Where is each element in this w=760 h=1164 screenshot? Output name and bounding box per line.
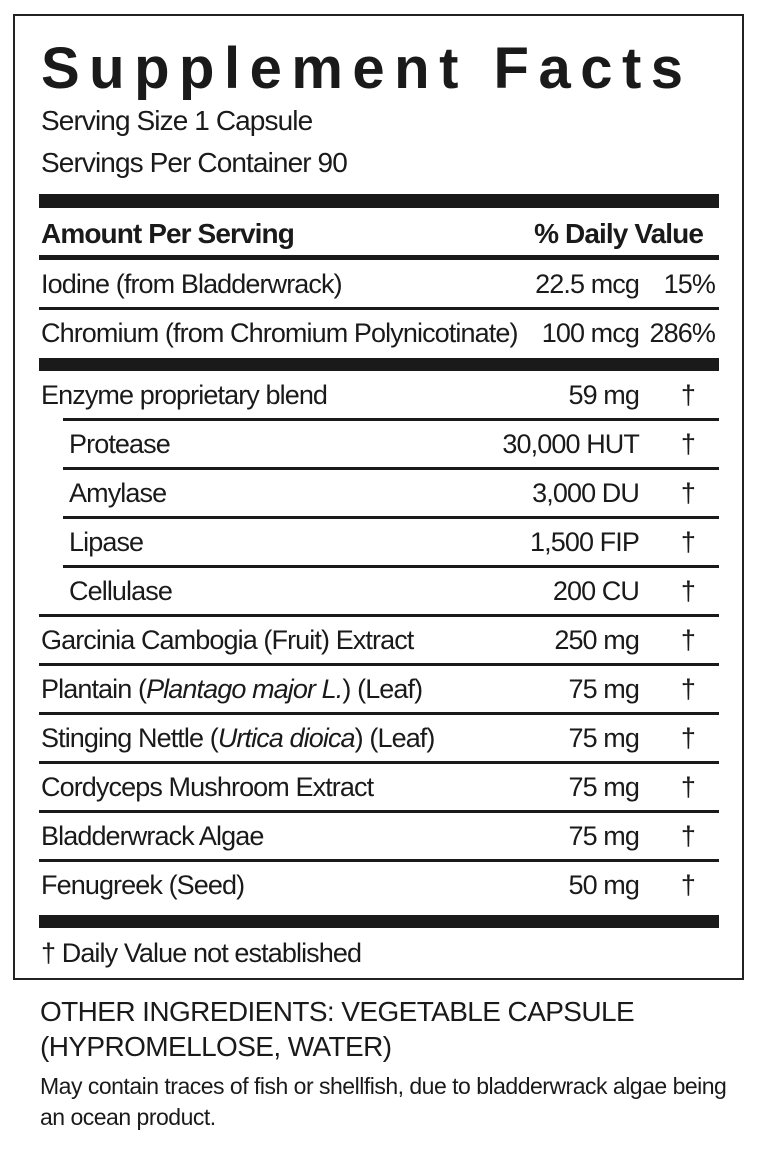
- ingredient-amount: 50 mg: [568, 870, 639, 900]
- ingredient-amount: 30,000 HUT: [502, 429, 639, 459]
- table-row-sub: [63, 470, 719, 519]
- ingredient-dv: †: [680, 527, 695, 557]
- ingredient-amount: 22.5 mcg: [535, 269, 639, 299]
- allergen-warning: May contain traces of fish or shellfish, due to bladderwrack algae being an ocean product.: [40, 1073, 727, 1130]
- ingredient-dv: †: [680, 625, 695, 655]
- table-row: [39, 261, 719, 310]
- ingredient-dv: 15%: [663, 269, 715, 299]
- ingredient-name: Bladderwrack Algae: [41, 821, 264, 851]
- ingredient-name: Fenugreek (Seed): [41, 870, 245, 900]
- ingredient-name: Enzyme proprietary blend: [41, 380, 328, 410]
- footnote: † Daily Value not established: [41, 938, 362, 968]
- table-row: [39, 862, 719, 911]
- ingredient-amount: 3,000 DU: [532, 478, 639, 508]
- header-row: [39, 210, 719, 260]
- ingredient-amount: 75 mg: [568, 674, 639, 704]
- ingredient-name: Cellulase: [69, 576, 172, 606]
- ingredient-name: Plantain (Plantago major L.) (Leaf): [41, 674, 423, 704]
- table-row: [39, 715, 719, 764]
- ingredient-dv: †: [680, 870, 695, 900]
- panel-title: Supplement Facts: [41, 36, 693, 101]
- ingredient-dv: †: [680, 772, 695, 802]
- other-ingredients: OTHER INGREDIENTS: VEGETABLE CAPSULE (HYPROMELLOSE, WATER): [40, 996, 635, 1062]
- ingredient-amount: 59 mg: [568, 380, 639, 410]
- dv-header: % Daily Value: [534, 218, 703, 249]
- ingredient-dv: 286%: [649, 318, 715, 348]
- ingredient-name: Stinging Nettle (Urtica dioica) (Leaf): [41, 723, 435, 753]
- ingredient-amount: 75 mg: [568, 723, 639, 753]
- ingredient-name: Amylase: [69, 478, 167, 508]
- thick-divider: [39, 194, 719, 208]
- ingredient-amount: 1,500 FIP: [530, 527, 639, 557]
- ingredient-name: Cordyceps Mushroom Extract: [41, 772, 374, 802]
- table-row-sub: [63, 519, 719, 568]
- table-row-sub: [63, 421, 719, 470]
- ingredient-dv: †: [680, 723, 695, 753]
- table-row: [39, 813, 719, 862]
- thick-divider: [39, 358, 719, 371]
- ingredient-dv: †: [680, 478, 695, 508]
- table-row-sub: [39, 568, 719, 617]
- ingredient-amount: 75 mg: [568, 821, 639, 851]
- ingredient-dv: †: [680, 674, 695, 704]
- ingredient-amount: 75 mg: [568, 772, 639, 802]
- ingredient-amount: 200 CU: [552, 576, 639, 606]
- serving-size: Serving Size 1 Capsule: [41, 105, 313, 136]
- table-row: [39, 764, 719, 813]
- ingredient-name: Lipase: [69, 527, 144, 557]
- table-row-blend: [41, 372, 719, 421]
- amount-header: Amount Per Serving: [41, 218, 294, 249]
- table-row: [39, 617, 719, 666]
- ingredient-name: Chromium (from Chromium Polynicotinate): [41, 318, 518, 348]
- ingredient-dv: †: [680, 821, 695, 851]
- ingredient-amount: 250 mg: [554, 625, 639, 655]
- table-row: [39, 310, 719, 359]
- ingredient-amount: 100 mcg: [541, 318, 639, 348]
- ingredient-name: Protease: [69, 429, 170, 459]
- ingredient-dv: †: [680, 380, 695, 410]
- servings-per-container: Servings Per Container 90: [41, 147, 347, 178]
- supplement-facts-panel: [13, 14, 744, 980]
- ingredient-dv: †: [680, 429, 695, 459]
- ingredient-name: Iodine (from Bladderwrack): [41, 269, 342, 299]
- table-row: [39, 666, 719, 715]
- ingredient-name: Garcinia Cambogia (Fruit) Extract: [41, 625, 414, 655]
- ingredient-dv: †: [680, 576, 695, 606]
- thick-divider: [39, 915, 719, 928]
